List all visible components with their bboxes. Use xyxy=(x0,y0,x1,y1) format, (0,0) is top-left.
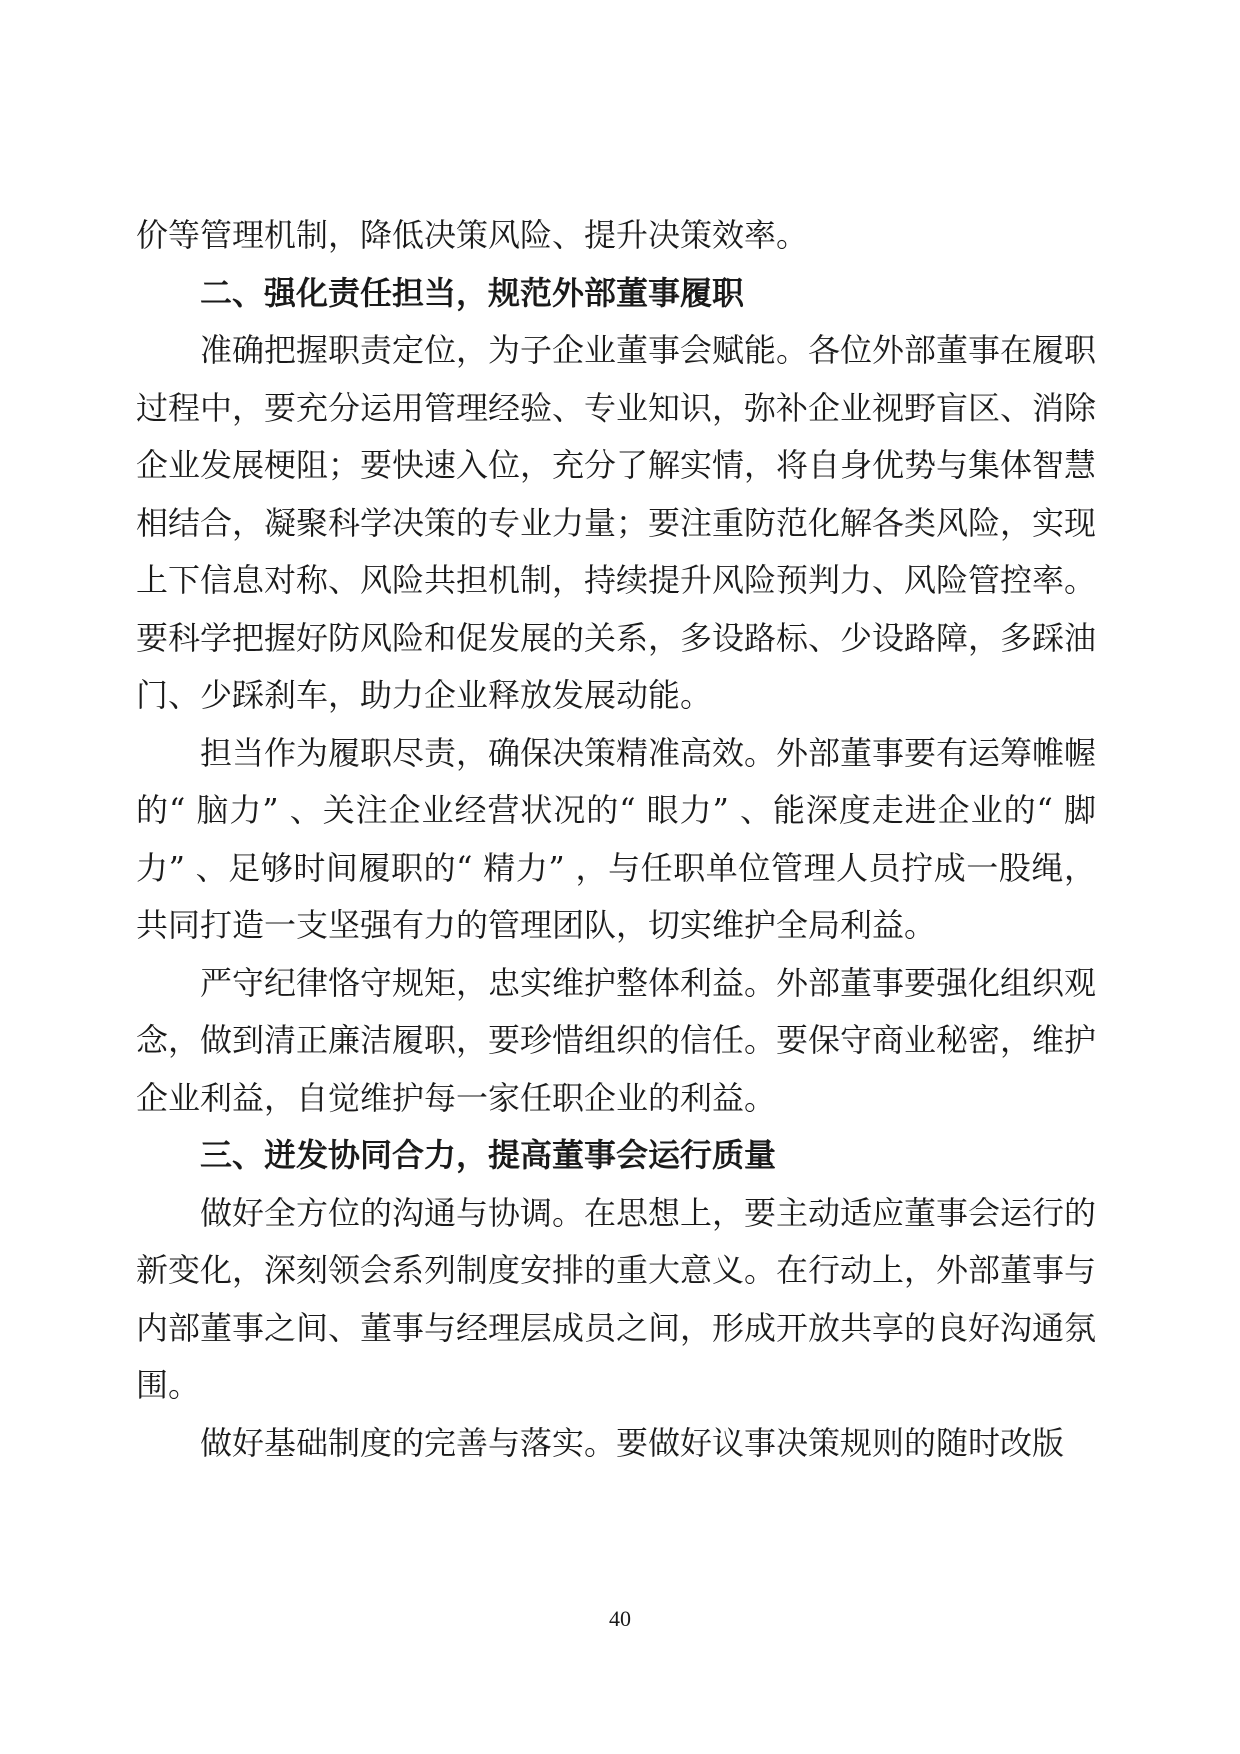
paragraph: 做好全方位的沟通与协调。在思想上，要主动适应董事会运行的新变化，深刻领会系列制度安排的重大意义。在行动上，外部董事与内部董事之间、董事与经理层成员之间，形成开放共享的良好沟通氛围。 xyxy=(136,1193,1097,1404)
body-text xyxy=(136,207,1096,1472)
section-heading-2: 二、强化责任担当，规范外部董事履职 xyxy=(200,273,745,312)
paragraph: 做好基础制度的完善与落实。要做好议事决策规则的随时改版 xyxy=(200,1423,1065,1462)
section-heading-3: 三、迸发协同合力，提高董事会运行质量 xyxy=(200,1136,777,1174)
paragraph: 准确把握职责定位，为子企业董事会赋能。各位外部董事在履职过程中，要充分运用管理经验、专业知识，弥补企业视野盲区、消除企业发展梗阻；要快速入位，充分了解实情，将自身优势与集体智慧相结合，凝聚科学决策的专业力量；要注重防范化解各类风险，实现上下信息对称、风险共担机制，持续提升风险预判力、风险管控率。要科学把握好防风险和促发展的关系，多设路标、少设路障，多踩油门、少踩刹车，助力企业释放发展动能。 xyxy=(136,331,1097,714)
page-number: 40 xyxy=(609,1606,631,1631)
paragraph: 担当作为履职尽责，确保决策精准高效。外部董事要有运筹帷幄的“ 脑力” 、关注企业经营状况的“ 眼力” 、能深度走进企业的“ 脚力” 、足够时间履职的“ 精力” ，与任职单位管理人员拧成一股绳，共同打造一支坚强有力的管理团队，切实维护全局利益。 xyxy=(136,733,1097,944)
paragraph-continued: 价等管理机制，降低决策风险、提升决策效率。 xyxy=(136,216,809,254)
paragraph: 严守纪律恪守规矩，忠实维护整体利益。外部董事要强化组织观念，做到清正廉洁履职，要珍惜组织的信任。要保守商业秘密，维护企业利益，自觉维护每一家任职企业的利益。 xyxy=(136,963,1097,1117)
